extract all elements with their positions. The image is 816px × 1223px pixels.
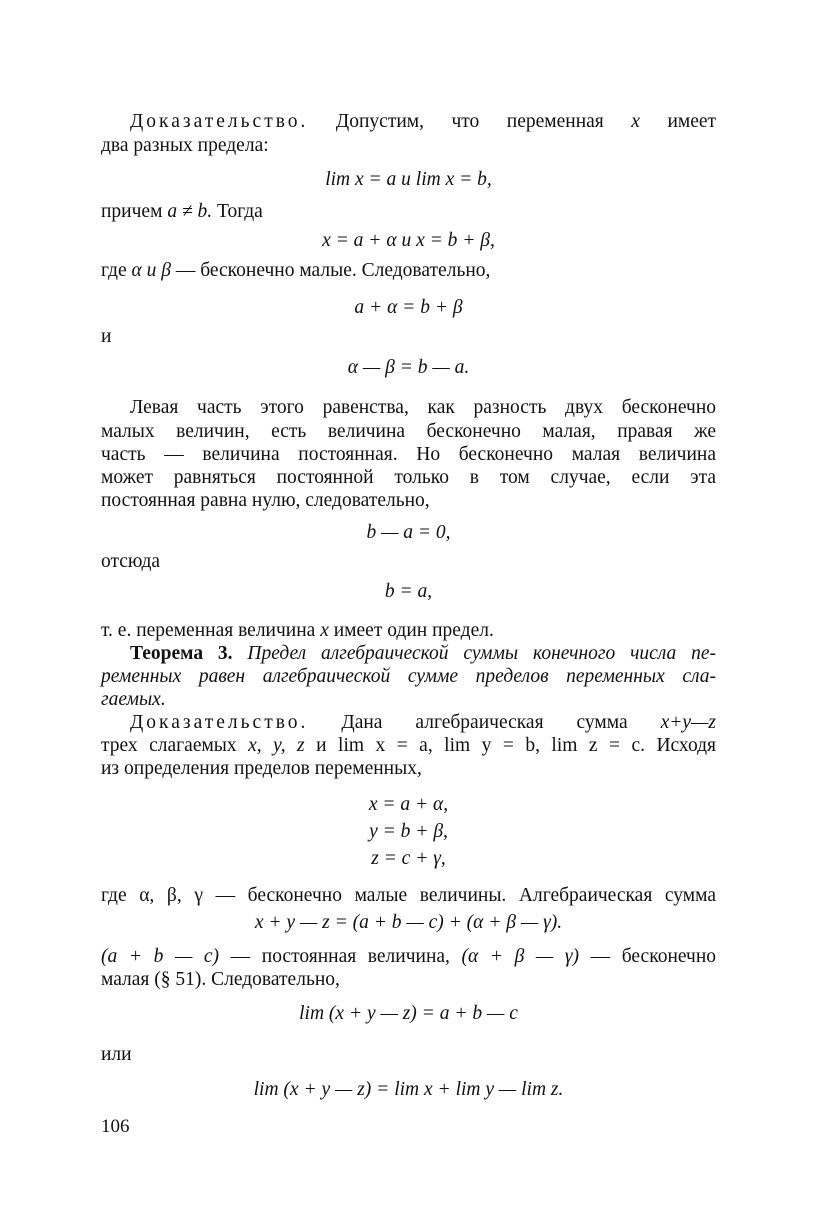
word-and: и (101, 326, 112, 347)
equation-diff: α — β = b — a. (347, 357, 470, 378)
text: т. е. переменная величина (101, 620, 316, 641)
text: — бесконечно малые. Следовательно, (175, 260, 491, 281)
text: причем (101, 201, 163, 222)
para-line-4: может равняться постоянной только в том случае, если эта (101, 467, 716, 488)
text: где (101, 260, 127, 281)
proof2-line-4: где α, β, γ — бесконечно малые величины. Алгебраическая сумма (101, 885, 716, 906)
proof-line-1 (101, 110, 716, 134)
text: имеет (667, 111, 717, 132)
para-line-5: постоянная равна нулю, следовательно, (101, 490, 430, 511)
equation-limits: lim x = a и lim x = b, (325, 169, 492, 190)
equation-limit-final: lim (x + y — z) = lim x + lim y — lim z. (253, 1079, 564, 1100)
proof-line-2: два разных предела: (101, 135, 269, 156)
system-eq-1: x = a + α, (368, 794, 449, 815)
proof2-line-3: из определения пределов переменных, (101, 758, 422, 779)
para-line-1: Левая часть этого равенства, как разность двух бесконечно (130, 397, 716, 418)
equation-equal: b = a, (384, 581, 433, 602)
theorem-line-3: гаемых. (101, 689, 166, 710)
word-hence: отсюда (101, 551, 161, 572)
text: имеет один предел. (333, 620, 494, 641)
vars: α и β (131, 260, 171, 281)
proof2-line-1 (101, 711, 716, 735)
expression: (α + β — γ) (461, 946, 580, 967)
proof-line-4 (101, 259, 716, 283)
para-line-2: малых величин, есть величина бесконечно малая, правая же (101, 421, 716, 442)
equation-limit-sum: lim (x + y — z) = a + b — c (299, 1003, 518, 1024)
text: — бесконечно (590, 946, 717, 967)
text: трех слагаемых (101, 735, 237, 756)
text: Дана алгебраическая сумма (341, 712, 628, 733)
proof-line-3 (101, 200, 716, 224)
var: x (631, 111, 640, 132)
proof-heading: Доказательство. (130, 111, 309, 132)
theorem-line-1 (101, 642, 716, 666)
theorem-text: Предел алгебраической суммы конечного числа пе- (247, 643, 716, 664)
theorem-label: Теорема 3. (130, 643, 233, 664)
equation-algebraic-sum: x + y — z = (a + b — c) + (α + β — γ). (254, 912, 563, 933)
word-or: или (101, 1044, 132, 1065)
equation-sum: a + α = b + β (354, 297, 463, 318)
theorem-line-2: ременных равен алгебраической сумме пределов переменных сла- (101, 666, 716, 687)
text: — постоянная величина, (230, 946, 450, 967)
equation-zero: b — a = 0, (366, 522, 451, 543)
conclusion (101, 619, 716, 643)
proof-heading: Доказательство. (130, 712, 309, 733)
system-eq-3: z = c + γ, (371, 848, 446, 869)
expression: x+y—z (660, 712, 717, 733)
vars: x, y, z (248, 735, 305, 756)
proof2-line-2 (101, 734, 716, 758)
system-eq-2: y = b + β, (369, 821, 448, 842)
expression: (a + b — c) (101, 946, 220, 967)
page-number: 106 (101, 1116, 130, 1137)
text: Тогда (217, 201, 263, 222)
inequality: a ≠ b. (167, 201, 213, 222)
proof2-line-5 (101, 945, 716, 969)
var: x (320, 620, 329, 641)
text: и lim x = a, lim y = b, lim z = c. Исходя (316, 735, 717, 756)
text: Допустим, что переменная (335, 111, 604, 132)
equation-x: x = a + α и x = b + β, (322, 230, 495, 251)
proof2-line-6: малая (§ 51). Следовательно, (101, 969, 340, 990)
para-line-3: часть — величина постоянная. Но бесконечно малая величина (101, 444, 716, 465)
